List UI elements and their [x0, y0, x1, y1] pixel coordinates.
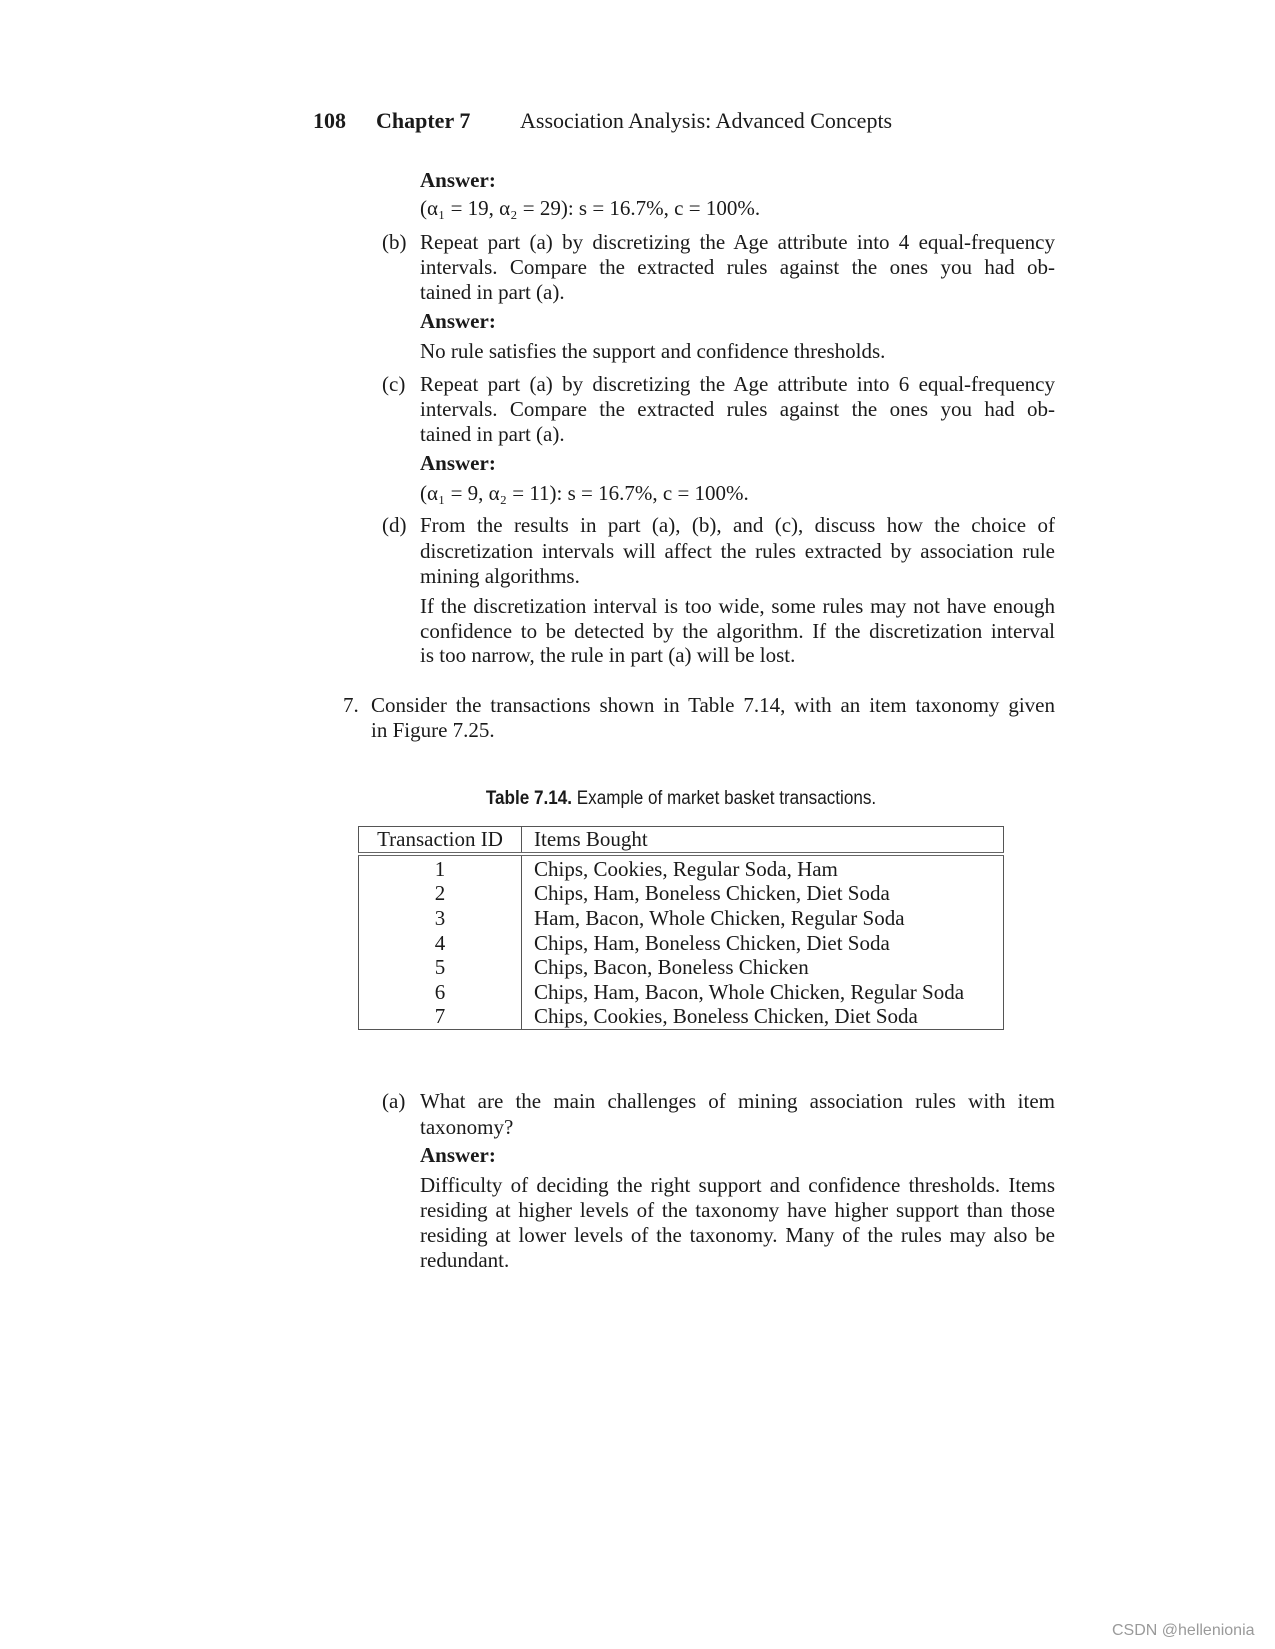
- cell-id: 2: [359, 881, 522, 906]
- text-line: redundant.: [420, 1248, 510, 1272]
- column-header: Items Bought: [522, 827, 1004, 854]
- text-line: What are the main challenges of mining association rules with item: [420, 1089, 1055, 1113]
- answer-label: Answer:: [420, 451, 496, 475]
- text-line: mining algorithms.: [420, 564, 580, 588]
- table-header-row: [359, 827, 1004, 854]
- text-line: taxonomy?: [420, 1115, 514, 1139]
- text-line: If the discretization interval is too wide, some rules may not have enough: [420, 594, 1055, 618]
- part-label: (c): [382, 372, 406, 396]
- cell-id: 1: [359, 854, 522, 882]
- text-line: Consider the transactions shown in Table 7.14, with an item taxonomy given: [371, 693, 1055, 717]
- transactions-table: [358, 826, 1004, 1030]
- answer-text: (α₁ = 9, α₂ = 11): s = 16.7%, c = 100%.: [420, 481, 749, 505]
- cell-id: 5: [359, 955, 522, 980]
- part-label: (b): [382, 230, 407, 254]
- chapter-label: Chapter 7: [376, 108, 471, 133]
- text-line: in Figure 7.25.: [371, 718, 495, 742]
- answer-text: (α₁ = 19, α₂ = 29): s = 16.7%, c = 100%.: [420, 196, 761, 220]
- answer-label: Answer:: [420, 309, 496, 333]
- table-row: [359, 955, 1004, 980]
- answer-text: No rule satisfies the support and confidence thresholds.: [420, 339, 886, 363]
- text-line: confidence to be detected by the algorithm. If the discretization interval: [420, 619, 1055, 643]
- text-line: Repeat part (a) by discretizing the Age attribute into 6 equal-frequency: [420, 372, 1055, 396]
- cell-items: Chips, Ham, Boneless Chicken, Diet Soda: [534, 881, 890, 906]
- question-number: 7.: [343, 693, 359, 717]
- part-label: (d): [382, 513, 407, 537]
- table-row: [359, 854, 1004, 882]
- table-caption: [390, 788, 971, 810]
- cell-id: 3: [359, 906, 522, 931]
- answer-label: Answer:: [420, 168, 496, 192]
- page-number: 108: [313, 108, 346, 133]
- column-header: Transaction ID: [359, 827, 522, 854]
- table-row: [359, 906, 1004, 931]
- table-row: [359, 930, 1004, 955]
- text-line: discretization intervals will affect the rules extracted by association rule: [420, 539, 1055, 563]
- text-line: residing at lower levels of the taxonomy. Many of the rules may also be: [420, 1223, 1055, 1247]
- table-row: [359, 881, 1004, 906]
- chapter-title: Association Analysis: Advanced Concepts: [520, 108, 893, 133]
- cell-items: Chips, Bacon, Boneless Chicken: [534, 955, 809, 980]
- text-line: From the results in part (a), (b), and (c), discuss how the choice of: [420, 513, 1055, 537]
- text-line: tained in part (a).: [420, 422, 565, 446]
- watermark: CSDN @hellenionia: [1112, 1622, 1255, 1639]
- text-line: residing at higher levels of the taxonomy have higher support than those: [420, 1198, 1055, 1222]
- cell-id: 7: [359, 1004, 522, 1029]
- text-line: intervals. Compare the extracted rules against the ones you had ob-: [420, 255, 1055, 279]
- text-line: tained in part (a).: [420, 280, 565, 304]
- part-label: (a): [382, 1089, 406, 1113]
- cell-items: Chips, Cookies, Boneless Chicken, Diet Soda: [534, 1004, 918, 1029]
- cell-id: 4: [359, 930, 522, 955]
- caption-label: Table 7.14.: [485, 788, 573, 809]
- cell-items: Chips, Cookies, Regular Soda, Ham: [534, 856, 838, 881]
- text-line: Repeat part (a) by discretizing the Age attribute into 4 equal-frequency: [420, 230, 1055, 254]
- table-row: [359, 1004, 1004, 1029]
- caption-text: Example of market basket transactions.: [576, 788, 877, 809]
- cell-items: Chips, Ham, Bacon, Whole Chicken, Regular Soda: [534, 979, 965, 1004]
- answer-label: Answer:: [420, 1143, 496, 1167]
- text-line: intervals. Compare the extracted rules against the ones you had ob-: [420, 397, 1055, 421]
- table-row: [359, 980, 1004, 1005]
- cell-items: Chips, Ham, Boneless Chicken, Diet Soda: [534, 930, 890, 955]
- text-line: Difficulty of deciding the right support and confidence thresholds. Items: [420, 1173, 1055, 1197]
- cell-items: Ham, Bacon, Whole Chicken, Regular Soda: [534, 906, 905, 931]
- text-line: is too narrow, the rule in part (a) will be lost.: [420, 643, 796, 667]
- cell-id: 6: [359, 980, 522, 1005]
